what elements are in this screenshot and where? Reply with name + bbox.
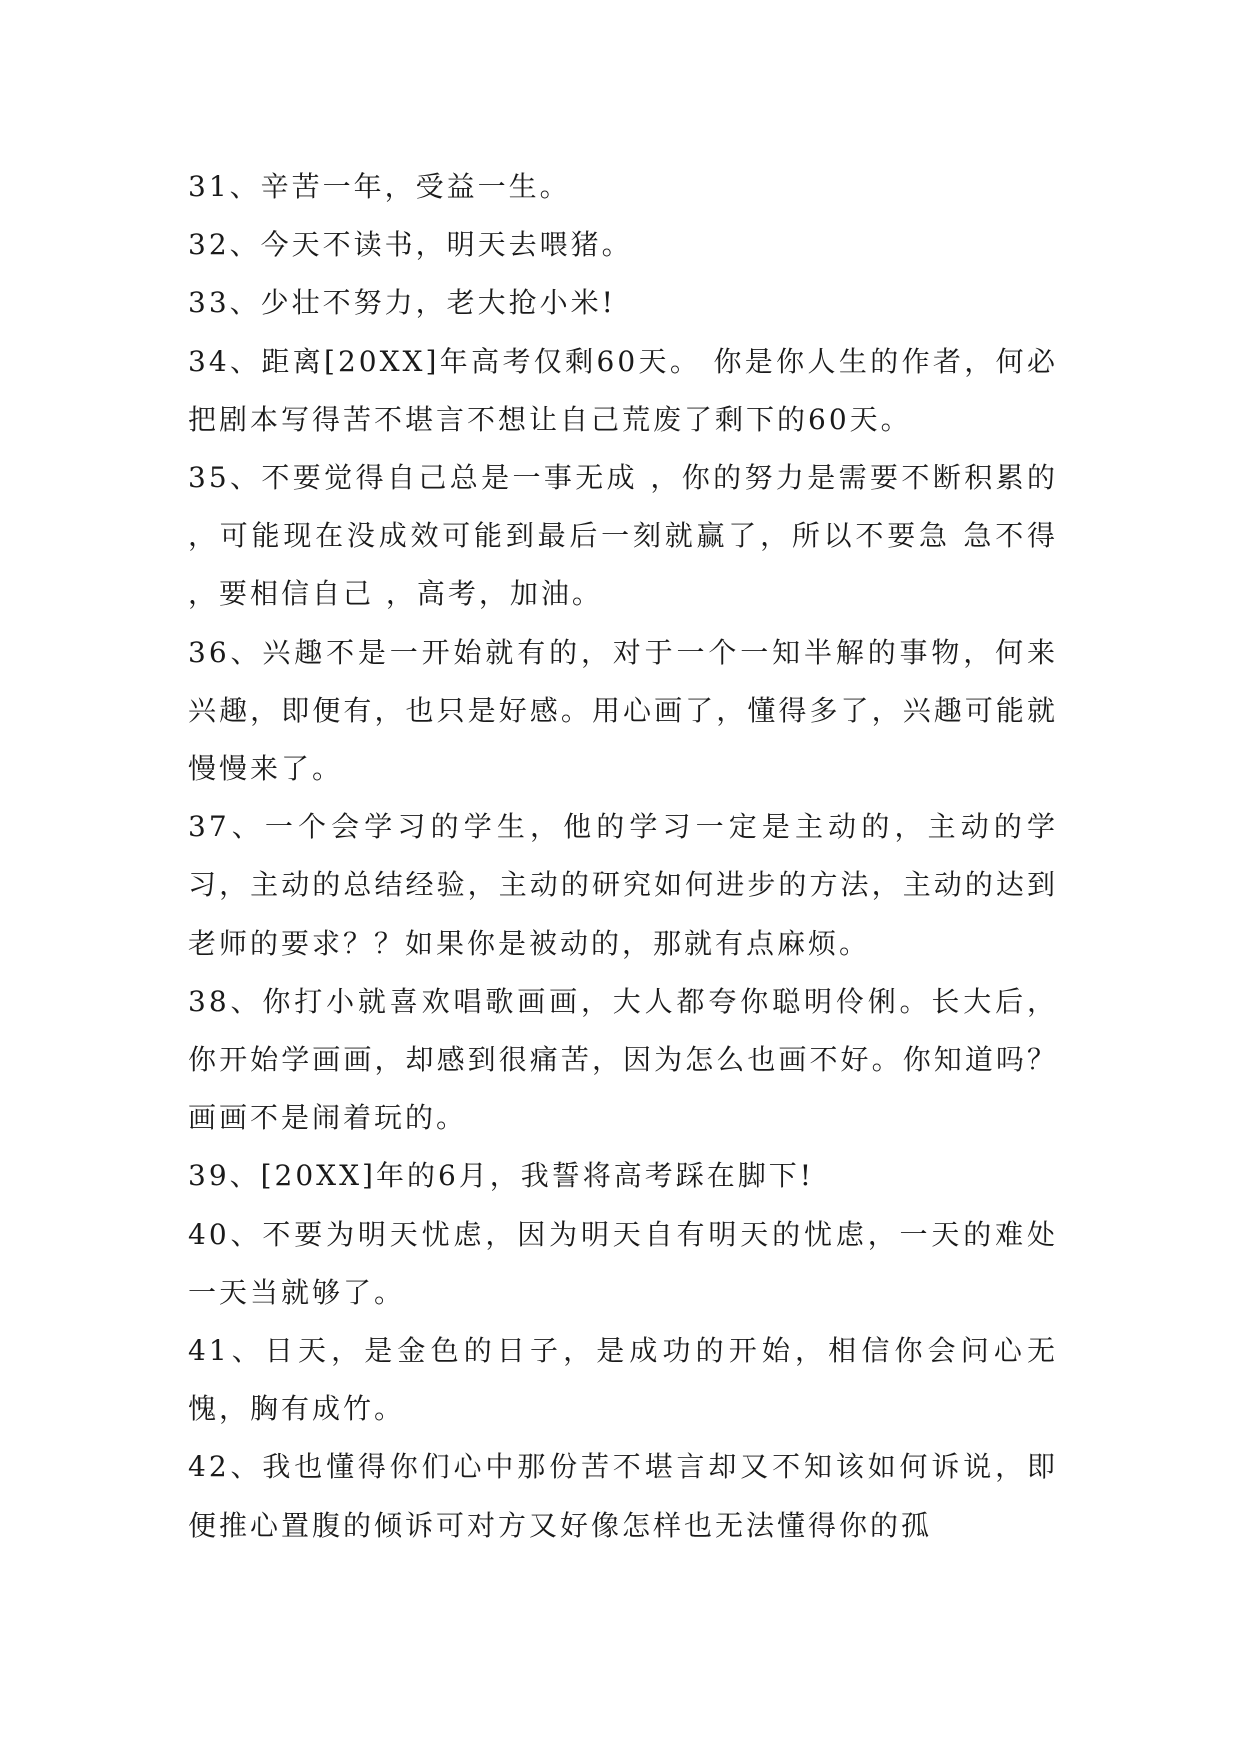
entry-38: 38、你打小就喜欢唱歌画画，大人都夸你聪明伶俐。长大后，你开始学画画，却感到很痛苦，因为怎么也画不好。你知道吗？画画不是闹着玩的。 [188, 984, 1058, 1135]
entry-36: 36、兴趣不是一开始就有的，对于一个一知半解的事物，何来兴趣，即便有，也只是好感。用心画了，懂得多了，兴趣可能就慢慢来了。 [188, 635, 1058, 786]
entry-42: 42、我也懂得你们心中那份苦不堪言却又不知该如何诉说，即便推心置腹的倾诉可对方又好像怎样也无法懂得你的孤 [188, 1450, 1058, 1542]
entry-32: 32、今天不读书，明天去喂猪。 [188, 228, 633, 262]
entry-31: 31、辛苦一年，受益一生。 [188, 170, 571, 203]
entry-33: 33、少壮不努力，老大抢小米! [188, 286, 616, 320]
entry-41: 41、日天，是金色的日子，是成功的开始，相信你会问心无愧，胸有成竹。 [188, 1334, 1058, 1426]
entry-40: 40、不要为明天忧虑，因为明天自有明天的忧虑，一天的难处一天当就够了。 [188, 1217, 1058, 1309]
entry-39: 39、[20XX]年的6月，我誓将高考踩在脚下! [188, 1159, 815, 1193]
entry-35: 35、不要觉得自己总是一事无成 ，你的努力是需要不断积累的 ，可能现在没成效可能到最后一刻就赢了，所以不要急 急不得 ，要相信自己 ，高考，加油。 [188, 461, 1058, 611]
document-body [188, 158, 1058, 1555]
entry-37: 37、一个会学习的学生，他的学习一定是主动的，主动的学习，主动的总结经验，主动的研究如何进步的方法，主动的达到老师的要求？？如果你是被动的，那就有点麻烦。 [188, 810, 1058, 960]
entry-34: 34、距离[20XX]年高考仅剩60天。 你是你人生的作者，何必把剧本写得苦不堪言不想让自己荒废了剩下的60天。 [188, 344, 1058, 436]
